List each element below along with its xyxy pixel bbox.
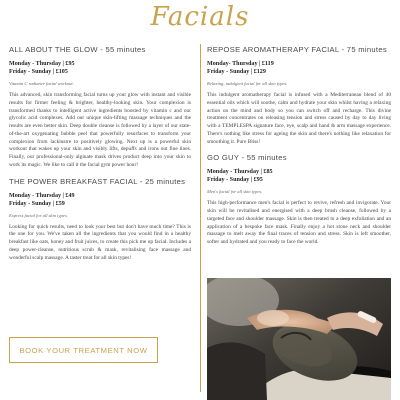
price-weekday: Monday - Thursday | £95 — [9, 61, 75, 67]
price-weekend: Friday - Sunday | £105 — [9, 69, 68, 75]
price-weekday: Monday- Thursday | £119 — [207, 61, 274, 67]
treatment-tagline: Vitamin C radiance facial workout. — [9, 81, 74, 86]
right-column — [207, 45, 391, 247]
duration-text: - 75 minutes — [339, 45, 387, 54]
left-column — [9, 45, 191, 262]
treatment-tagline: Relaxing, indulgent facial for all skin types. — [207, 81, 288, 86]
price-weekend: Friday - Sunday | £59 — [9, 200, 65, 207]
treatment-description: This indulgent aromatherapy facial is infused with a Mediterranean blend of 40 essential oils which will soothe, calm and hydrate your skin whilst having a relaxing action on the mind and body so you can switch off and recharge. This divine treatment concentrates on releasing tension and stress caused by day to day living with a TEMPLESPA signature face, eye, scalp and hand & arm massage experience. There's nothing like stress for ageing the skin and there's nothing like relaxation for smoothing it. Pure Bliss! — [207, 92, 391, 145]
treatment-tagline: Express facial for all skin types. — [9, 212, 68, 218]
treatment-description: This high-performance men's facial is perfect to revive, refresh and invigorate. Your skin will be revitalised and energised with a deep brush cleanse, followed by a targeted face and shoulder massage. Skin is then treated to a deep exfoliation and an application of a bespoke face mask. Finally enjoy a hot stone neck and shoulder massage to melt away the final traces of tension and stress. Skin is left smoother, softer and hydrated and you ready to face the world. — [207, 200, 391, 245]
price-weekend: Friday - Sunday | £129 — [207, 69, 266, 75]
treatment-heading-go-guy — [207, 153, 391, 162]
heading-text: ALL ABOUT THE GLOW — [9, 45, 98, 54]
price-weekday: Monday - Thursday | £85 — [207, 169, 273, 176]
treatment-heading-power-breakfast — [9, 177, 191, 186]
facial-treatment-photo — [207, 278, 391, 400]
treatment-heading-repose — [207, 45, 391, 54]
treatment-description: Looking for quick results, need to look your best but don't have much time? This is the one for you. We've taken all the ingredients that you would find in a healthy breakfast like oats, honey and fruit juices, to create this pick me up facial. Includes a deep power-cleanse, nutritious scrub & mask, revitalising face massage and wonderful scalp massage. A taster treat for all skin types! — [9, 223, 191, 261]
treatment-tagline: Men's facial for all skin types. — [207, 189, 263, 195]
duration-text: - 55 minutes — [97, 45, 146, 54]
heading-text: GO GUY — [207, 153, 240, 163]
duration-text: - 55 minutes — [239, 153, 287, 163]
price-weekend: Friday - Sunday | £95 — [207, 177, 263, 184]
treatment-heading-glow — [9, 45, 191, 54]
price-weekday: Monday - Thursday | £49 — [9, 192, 75, 199]
book-treatment-button[interactable]: BOOK YOUR TREATMENT NOW — [9, 337, 158, 363]
heading-text: REPOSE AROMATHERAPY FACIAL — [207, 45, 340, 54]
column-divider — [200, 44, 201, 392]
heading-text: THE POWER BREAKFAST FACIAL — [9, 176, 138, 186]
treatment-description: This advanced, skin transforming facial turns up your glow with instant and visible results for firmer feeling & brighter, healthy-looking skin. Your complexion is transformed thanks to intelligent active ingredients boosted by vitamin c and our glycolic acid complexes. Add our unique skin-lifting massage techniques and the results are even better skin. Deep double cleanse is followed by a layer of our state-of-the-art oxygenating bubble peel that powerfully resurfaces to transform your complexion from lacklustre to positively glowing. Next up is a powerful skin workout that wakes up your skin and visibly lifts, depuffs and irons out fine lines. Finally, our professional-only alginate mask drives product deep into your skin to work its magic. We like to call it the facial gym power hour! — [9, 92, 191, 168]
duration-text: - 25 minutes — [137, 176, 186, 186]
page-title: Facials — [150, 2, 250, 32]
